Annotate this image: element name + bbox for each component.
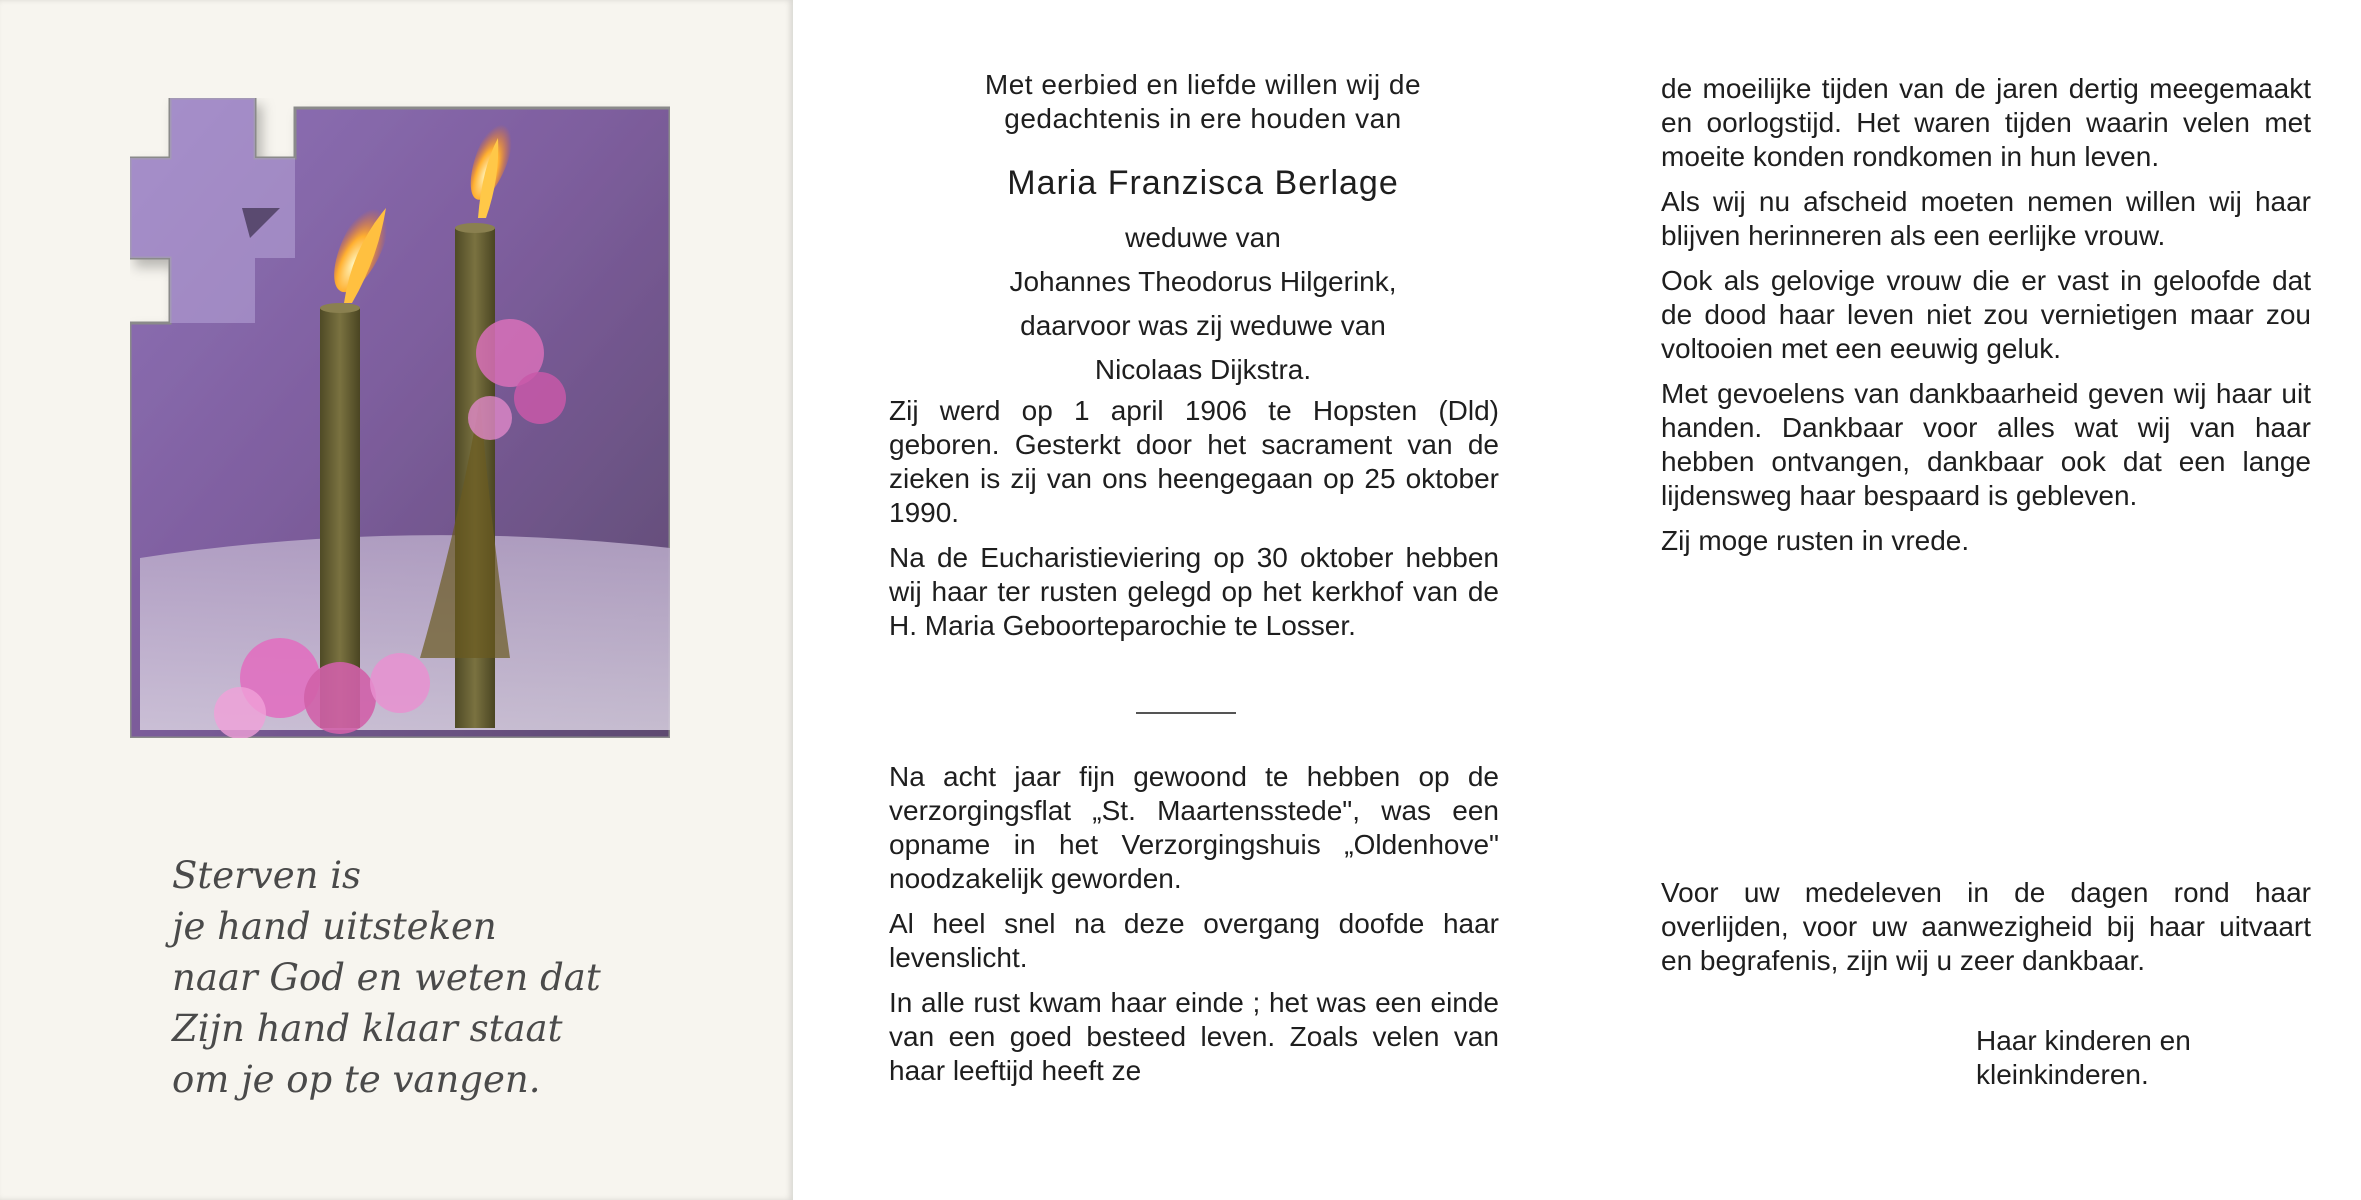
biography xyxy=(889,394,1499,654)
spouse-line: daarvoor was zij weduwe van xyxy=(1020,310,1386,341)
intro-text xyxy=(873,68,1533,136)
intro-line: gedachtenis in ere houden van xyxy=(1004,103,1402,134)
signature-line: kleinkinderen. xyxy=(1976,1059,2149,1090)
remembrance-paragraph: Als wij nu afscheid moeten nemen willen wij haar blijven herinneren als een eerlijke vrouw. xyxy=(1661,186,2311,251)
right-panel xyxy=(1613,0,2361,1200)
candle-photo-with-cross xyxy=(130,98,670,738)
thanks-text xyxy=(1661,876,2311,989)
poem-line: naar God en weten dat xyxy=(172,956,601,999)
poem xyxy=(172,850,732,1105)
remembrance-paragraph: de moeilijke tijden van de jaren dertig meegemaakt en oorlogstijd. Het waren tijden waarin velen met moeite konden rondkomen in hun leven. xyxy=(1661,73,2311,172)
cover-panel xyxy=(0,0,793,1200)
remembrance-paragraph: Zij moge rusten in vrede. xyxy=(1661,525,1970,556)
spouse-line: weduwe van xyxy=(1125,222,1281,253)
bio-paragraph: Al heel snel na deze overgang doofde haar levenslicht. xyxy=(889,908,1499,973)
remembrance-text xyxy=(1661,72,2311,569)
bio-paragraph: Zij werd op 1 april 1906 te Hopsten (Dld) geboren. Gesterkt door het sacrament van de zieken is zij van ons heengegaan op 25 oktober 1990. xyxy=(889,395,1499,528)
remembrance-paragraph: Met gevoelens van dankbaarheid geven wij haar uit handen. Dankbaar voor alles wat wij van haar hebben ontvangen, dankbaar ook dat een lange lijdensweg haar bespaard is gebleven. xyxy=(1661,378,2311,511)
signature-line: Haar kinderen en xyxy=(1976,1025,2191,1056)
spouses xyxy=(873,216,1533,392)
bio-paragraph: In alle rust kwam haar einde ; het was een einde van een goed besteed leven. Zoals velen van haar leeftijd heeft ze xyxy=(889,987,1499,1086)
biography-continued xyxy=(889,760,1499,1099)
poem-line: Zijn hand klaar staat xyxy=(172,1007,563,1050)
middle-panel xyxy=(793,0,1613,1200)
spouse-line: Johannes Theodorus Hilgerink, xyxy=(1009,266,1397,297)
poem-line: Sterven is xyxy=(172,854,362,897)
bio-paragraph: Na de Eucharistieviering op 30 oktober hebben wij haar ter rusten gelegd op het kerkhof van de H. Maria Geboorteparochie te Losser. xyxy=(889,542,1499,641)
intro-line: Met eerbied en liefde willen wij de xyxy=(984,69,1422,100)
signature xyxy=(1976,1024,2296,1092)
poem-line: om je op te vangen. xyxy=(172,1058,541,1101)
poem-line: je hand uitsteken xyxy=(172,905,497,948)
thanks-paragraph: Voor uw medeleven in de dagen rond haar overlijden, voor uw aanwezigheid bij haar uitvaart en begrafenis, zijn wij u zeer dankbaar. xyxy=(1661,877,2311,976)
deceased-name: Maria Franzisca Berlage xyxy=(1007,164,1399,202)
candle-image xyxy=(130,98,670,738)
remembrance-paragraph: Ook als gelovige vrouw die er vast in geloofde dat de dood haar leven niet zou vernietigen maar zou voltooien met een eeuwig geluk. xyxy=(1661,265,2311,364)
divider xyxy=(1136,712,1236,714)
spouse-line: Nicolaas Dijkstra. xyxy=(1094,354,1312,385)
bio-paragraph: Na acht jaar fijn gewoond te hebben op de verzorgingsflat „St. Maartensstede", was een opname in het Verzorgingshuis „Oldenhove" noodzakelijk geworden. xyxy=(889,761,1499,894)
